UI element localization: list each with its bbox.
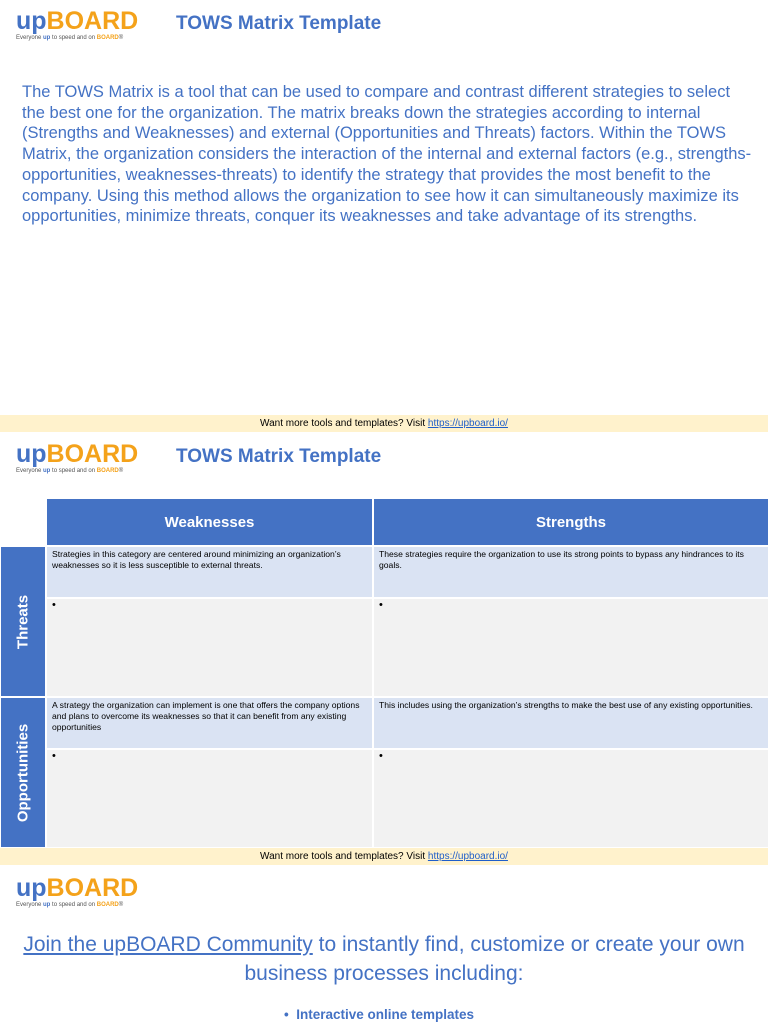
intro-paragraph: The TOWS Matrix is a tool that can be used to compare and contrast different strategies to select the best one for the organization. The matrix breaks down the strategies according to internal (Strengths and Weaknesses) and external (Opportunities and Threats) factors. Within the TOWS Matrix, the organization considers the interaction of the internal and external factors (e.g., strengths-opportunities, weaknesses-threats) to identify the strategy that provides the most benefit to the company. Using this method allows the organization to see how it can simultaneously maximize its opportunities, minimize threats, conquer its weaknesses and take advantage of its strengths. <box>22 83 752 226</box>
column-header-strengths: Strengths <box>374 499 768 545</box>
row-header-threats: Threats <box>1 547 45 696</box>
logo-up-text: up <box>16 874 47 902</box>
community-text: to instantly find, customize or create your own business processes including: <box>244 933 745 985</box>
banner-link[interactable]: https://upboard.io/ <box>427 418 508 429</box>
banner-text: Want more tools and templates? Visit <box>260 851 428 862</box>
logo-tagline: Everyone up to speed and on BOARD® <box>16 902 124 908</box>
threats-weaknesses-description: Strategies in this category are centered around minimizing an organization’s weaknesses so it is less susceptible to external threats. <box>47 547 372 597</box>
logo-board-text: BOARD <box>46 440 139 468</box>
promo-banner <box>0 848 768 865</box>
banner-link[interactable]: https://upboard.io/ <box>427 851 508 862</box>
logo-tagline: Everyone up to speed and on BOARD® <box>16 468 124 474</box>
opportunities-weaknesses-description: A strategy the organization can implement is one that offers the company options and plans to overcome its weaknesses so that it can benefit from any existing opportunities <box>47 698 372 748</box>
logo-up-text: up <box>16 440 47 468</box>
column-header-weaknesses: Weaknesses <box>47 499 372 545</box>
row-header-opportunities: Opportunities <box>1 698 45 847</box>
logo-board-text: BOARD <box>46 7 139 35</box>
logo-tagline: Everyone up to speed and on BOARD® <box>16 35 124 41</box>
opportunities-strengths-input[interactable]: • <box>374 750 768 847</box>
threats-strengths-input[interactable]: • <box>374 599 768 696</box>
promo-banner <box>0 415 768 432</box>
community-link[interactable]: Join the upBOARD Community <box>23 933 313 956</box>
community-callout <box>0 930 768 988</box>
opportunities-weaknesses-input[interactable]: • <box>47 750 372 847</box>
threats-strengths-description: These strategies require the organization to use its strong points to bypass any hindrances to its goals. <box>374 547 768 597</box>
banner-text: Want more tools and templates? Visit <box>260 418 428 429</box>
feature-list-item: • Interactive online templates <box>284 1007 475 1022</box>
upboard-logo <box>16 875 146 909</box>
threats-weaknesses-input[interactable]: • <box>47 599 372 696</box>
page-title: TOWS Matrix Template <box>176 446 382 467</box>
opportunities-strengths-description: This includes using the organization’s strengths to make the best use of any existing opportunities. <box>374 698 768 748</box>
logo-up-text: up <box>16 7 47 35</box>
upboard-logo <box>16 441 146 475</box>
upboard-logo <box>16 8 146 42</box>
logo-board-text: BOARD <box>46 874 139 902</box>
page-title: TOWS Matrix Template <box>176 13 382 34</box>
